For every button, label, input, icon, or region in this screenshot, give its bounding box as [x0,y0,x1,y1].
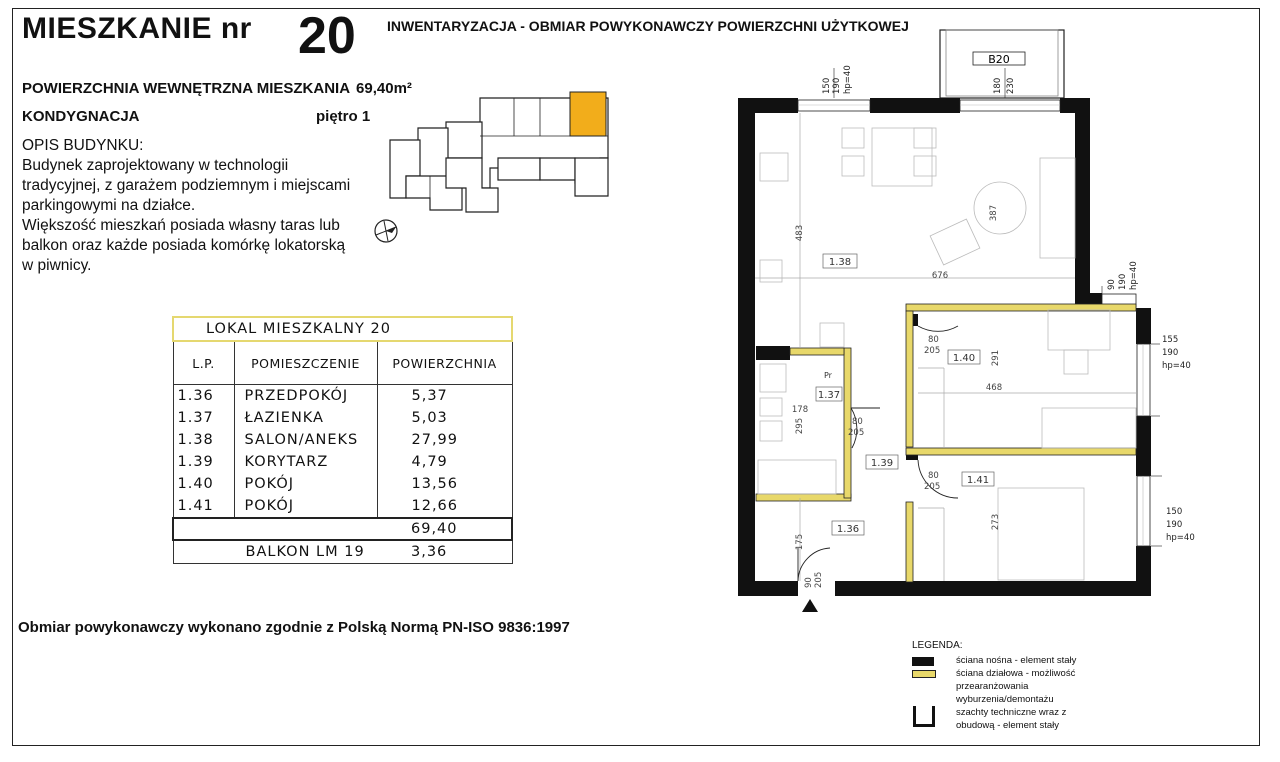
window-dim: 190 [1118,273,1128,290]
room-label: 1.37 [817,390,841,401]
balcony-area: 3,36 [377,540,512,564]
legend-swatch-shaft [913,706,935,727]
row-area: 5,03 [377,407,512,429]
window-dim: hp=40 [1129,261,1139,290]
table-row [173,385,512,408]
desc-line: balkon oraz każde posiada komórkę lokatorską [22,237,346,254]
dim-273: 273 [991,513,1001,531]
row-area: 27,99 [377,429,512,451]
area-value: 69,40m² [356,80,412,97]
desc-line: Budynek zaprojektowany w technologii [22,157,289,174]
apartment-number: 20 [298,7,356,65]
legend-item: szachty techniczne wraz z obudową - element stały [956,707,1067,731]
door-dim: 205 [924,346,941,356]
window-dim: 180 [993,77,1003,94]
row-area: 13,56 [377,473,512,495]
legend-swatch-partition [912,670,936,678]
row-name: ŁAZIENKA [234,407,377,429]
legend-swatch-load-wall [912,657,934,666]
table-row [173,473,512,495]
dim-175: 175 [795,533,805,551]
area-label: POWIERZCHNIA WEWNĘTRZNA MIESZKANIA [22,80,351,97]
door-dim: 90 [804,577,814,588]
building-description [22,136,352,276]
table-row [173,451,512,473]
norm-note: Obmiar powykonawczy wykonano zgodnie z Polską Normą PN-ISO 9836:1997 [18,619,570,636]
row-name: PRZEDPOKÓJ [234,385,377,408]
row-name: SALON/ANEKS [234,429,377,451]
storey-value: piętro 1 [316,108,371,125]
room-label: 1.38 [828,257,852,268]
storey-label: KONDYGNACJA [22,108,140,125]
total-spacer [173,518,377,540]
row-lp: 1.36 [173,385,234,408]
compass-icon [375,220,397,242]
entrance-marker [802,599,818,612]
row-area: 4,79 [377,451,512,473]
dim-178: 178 [791,405,809,415]
desc-line: parkingowymi na działce. [22,197,196,214]
room-label-pr: Pr [824,371,832,380]
document-subtitle: INWENTARYZACJA - OBMIAR POWYKONAWCZY POWIERZCHNI UŻYTKOWEJ [387,18,909,34]
window-dim: 190 [832,77,842,94]
window-dim: hp=40 [1162,361,1191,371]
col-header-lp: L.P. [173,341,234,385]
legend-item: ściana nośna - element stały [956,655,1077,666]
row-lp: 1.41 [173,495,234,518]
balcony-label: B20 [988,53,1010,66]
door-dim: 80 [928,471,939,481]
desc-title: OPIS BUDYNKU: [22,137,144,154]
row-lp: 1.38 [173,429,234,451]
door-dim: 205 [924,482,941,492]
col-header-room: POMIESZCZENIE [234,341,377,385]
table-row [173,429,512,451]
partition-walls [756,304,1136,582]
window-dim: 90 [1107,279,1117,290]
table-row [173,495,512,518]
area-line [22,80,412,97]
building-key-plan [370,88,620,248]
window-dim: 150 [1166,507,1183,517]
dim-291: 291 [991,349,1001,367]
row-area: 5,37 [377,385,512,408]
desc-line: w piwnicy. [22,257,92,274]
total-row [173,518,512,540]
table-title: LOKAL MIESZKALNY 20 [173,317,512,341]
window-dim: hp=40 [1166,533,1195,543]
row-name: KORYTARZ [234,451,377,473]
room-label: 1.39 [870,458,894,469]
dim-295: 295 [795,417,805,435]
apartment-highlight [570,92,606,136]
balcony-label: BALKON LM 19 [173,540,377,564]
apartment-title: MIESZKANIE nr [22,12,252,45]
dim-676: 676 [931,271,949,281]
window-dim: 150 [822,77,832,94]
window-dim: hp=40 [843,65,853,94]
room-label: 1.36 [836,524,860,535]
desc-line: tradycyjnej, z garażem podziemnym i miejscami [22,177,351,194]
window-dim: 155 [1162,335,1179,345]
legend [912,640,963,653]
room-label: 1.41 [966,475,990,486]
window-dim: 190 [1166,520,1183,530]
dim-387: 387 [989,204,999,222]
door-dim: 205 [848,428,865,438]
row-lp: 1.39 [173,451,234,473]
col-header-area: POWIERZCHNIA [377,341,512,385]
row-area: 12,66 [377,495,512,518]
floor-plan [730,28,1200,628]
desc-line: Większość mieszkań posiada własny taras lub [22,217,340,234]
dim-468: 468 [985,383,1003,393]
window-dim: 230 [1006,77,1016,94]
row-lp: 1.37 [173,407,234,429]
dim-483: 483 [795,224,805,242]
row-name: POKÓJ [234,473,377,495]
door-dim: 80 [852,417,863,427]
total-area: 69,40 [377,518,512,540]
door-dim: 80 [928,335,939,345]
table-row [173,407,512,429]
row-name: POKÓJ [234,495,377,518]
window-dim: 190 [1162,348,1179,358]
row-lp: 1.40 [173,473,234,495]
door-dim: 205 [814,571,824,588]
balcony-row [173,540,512,564]
legend-item: ściana działowa - możliwość przearanżowania wyburzenia/demontażu [956,668,1076,705]
legend-title: LEGENDA: [912,640,963,651]
room-label: 1.40 [952,353,976,364]
rooms-table [172,316,513,564]
